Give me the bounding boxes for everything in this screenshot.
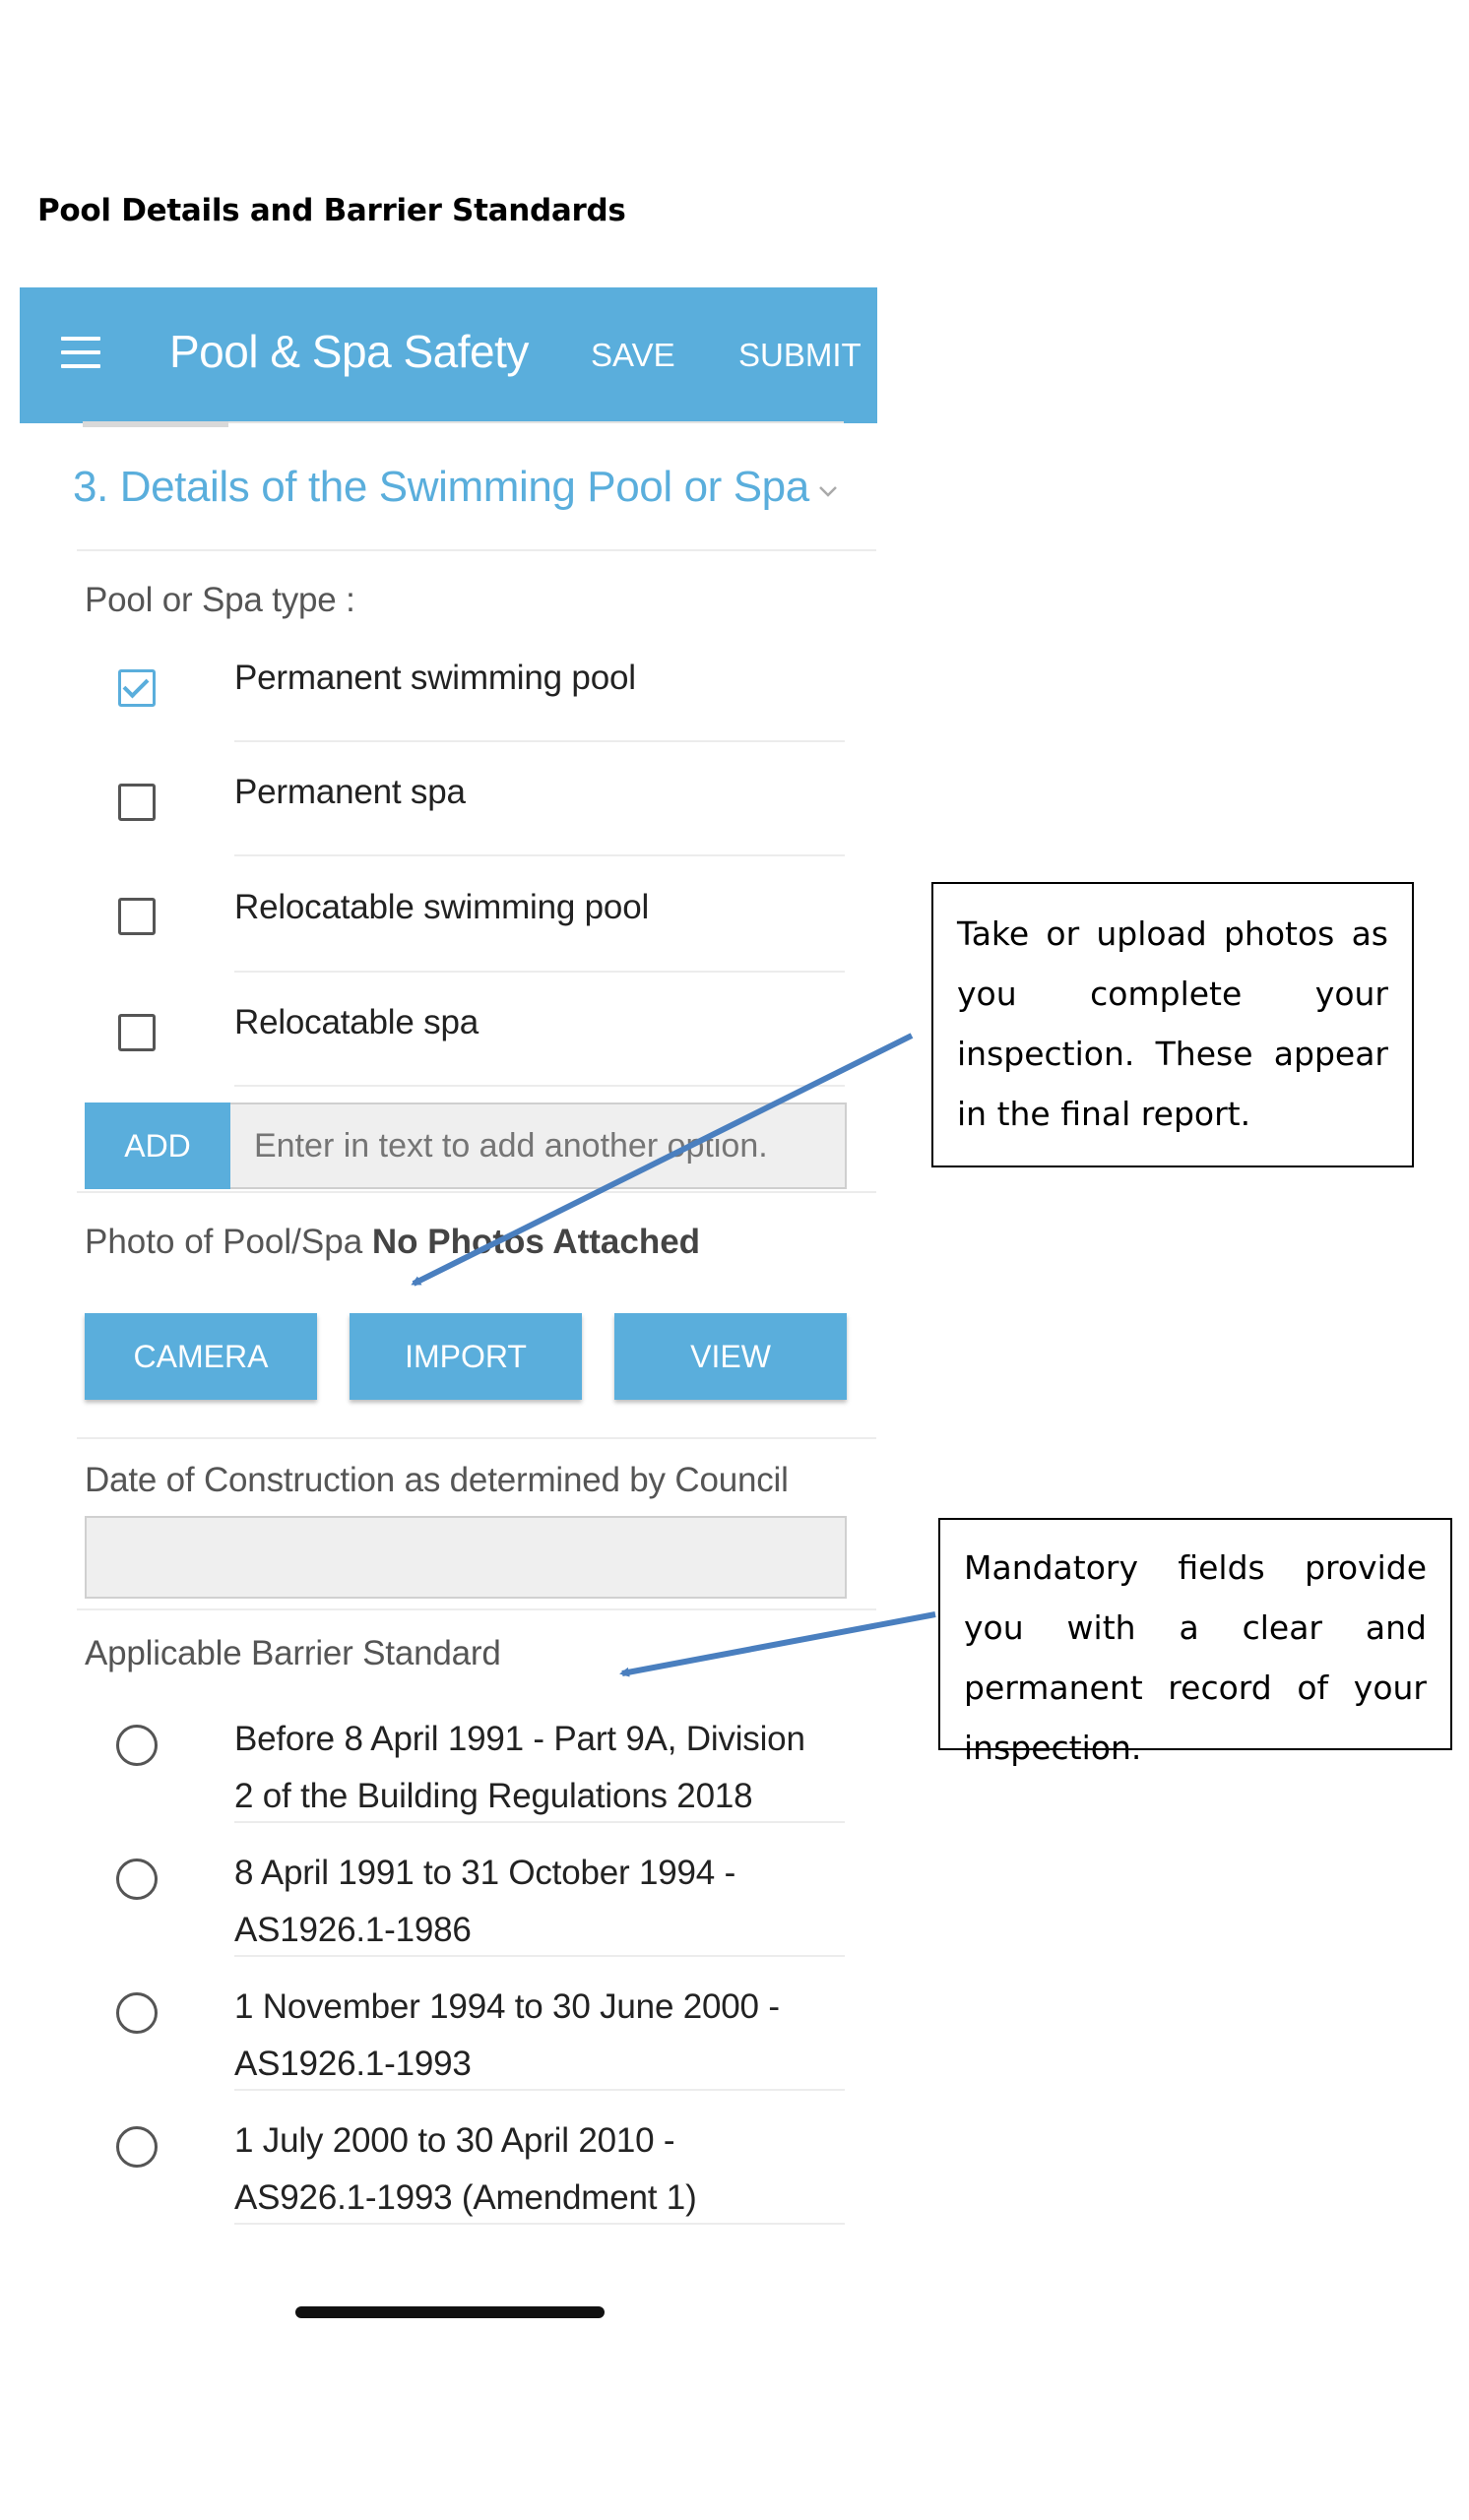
option-label: Permanent spa bbox=[234, 773, 466, 811]
barrier-option-line1: 1 July 2000 to 30 April 2010 - bbox=[234, 2121, 675, 2160]
callout-photos: Take or upload photos as you complete your inspection. These appear in the final report. bbox=[931, 882, 1414, 1167]
add-option-button[interactable]: ADD bbox=[85, 1102, 230, 1189]
barrier-option-line2: 2 of the Building Regulations 2018 bbox=[234, 1777, 753, 1815]
barrier-option-line2: AS1926.1-1993 bbox=[234, 2045, 472, 2083]
barrier-option-line1: Before 8 April 1991 - Part 9A, Division bbox=[234, 1720, 805, 1758]
barrier-option-line2: AS926.1-1993 (Amendment 1) bbox=[234, 2178, 697, 2217]
option-label: Relocatable spa bbox=[234, 1003, 479, 1041]
save-button[interactable]: SAVE bbox=[591, 337, 675, 373]
camera-button[interactable]: CAMERA bbox=[85, 1313, 317, 1400]
arrow-to-photo-status bbox=[414, 1036, 912, 1284]
option-label: Relocatable swimming pool bbox=[234, 888, 650, 926]
app-title: Pool & Spa Safety bbox=[169, 326, 529, 377]
barrier-option-line1: 8 April 1991 to 31 October 1994 - bbox=[234, 1854, 736, 1892]
barrier-option-line1: 1 November 1994 to 30 June 2000 - bbox=[234, 1987, 780, 2026]
section-header[interactable]: 3. Details of the Swimming Pool or Spa bbox=[73, 463, 809, 511]
pool-type-label: Pool or Spa type : bbox=[85, 581, 355, 619]
barrier-standard-label: Applicable Barrier Standard bbox=[85, 1634, 501, 1672]
barrier-option-line2: AS1926.1-1986 bbox=[234, 1911, 472, 1949]
photo-status: No Photos Attached bbox=[371, 1223, 701, 1261]
document-title: Pool Details and Barrier Standards bbox=[37, 193, 626, 228]
view-button[interactable]: VIEW bbox=[614, 1313, 847, 1400]
construction-date-label: Date of Construction as determined by Council bbox=[85, 1461, 789, 1499]
submit-button[interactable]: SUBMIT bbox=[738, 337, 862, 373]
photo-label: Photo of Pool/Spa bbox=[85, 1223, 363, 1261]
import-button[interactable]: IMPORT bbox=[350, 1313, 582, 1400]
callout-mandatory-fields: Mandatory fields provide you with a clear and permanent record of your inspection. bbox=[938, 1518, 1452, 1750]
option-label: Permanent swimming pool bbox=[234, 659, 636, 697]
arrow-to-barrier-standard bbox=[622, 1614, 935, 1673]
